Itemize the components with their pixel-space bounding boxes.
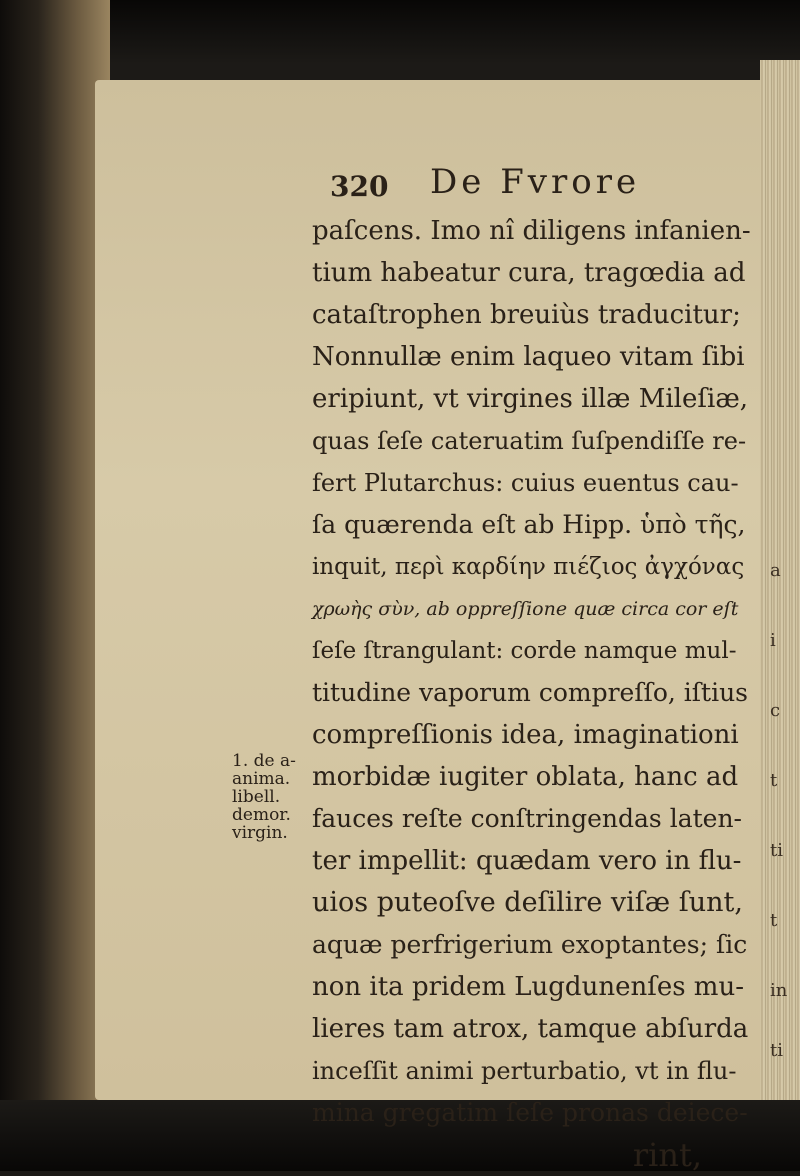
bleed-letter: i: [770, 630, 776, 651]
text-line: compreſſionis idea, imaginationi: [312, 720, 739, 750]
text-line: inceſſit animi perturbatio, vt in flu-: [312, 1057, 737, 1085]
text-line: morbidæ iugiter oblata, hanc ad: [312, 762, 739, 792]
text-line: aquæ perfrigerium exoptantes; ſic: [312, 930, 748, 959]
page-number: 320: [330, 170, 389, 203]
margin-note-line: virgin.: [232, 823, 288, 843]
text-line: quas ſeſe cateruatim ſuſpendiſſe re-: [312, 427, 747, 455]
margin-note-line: anima.: [232, 769, 291, 789]
text-line: χρωὴς σὺν, ab oppreſſione quæ circa cor eſt: [312, 598, 739, 620]
bleed-letter: ti: [770, 1040, 783, 1061]
running-head: De Fvrore: [430, 162, 641, 202]
page-stack-edge: [760, 60, 800, 1120]
bleed-letter: t: [770, 910, 778, 931]
text-line: tium habeatur cura, tragœdia ad: [312, 258, 746, 288]
text-line: uios puteoſve deſilire viſæ ſunt,: [312, 887, 743, 918]
text-line: cataſtrophen breuiùs traducitur;: [312, 300, 741, 330]
text-line: titudine vaporum compreſſo, iſtius: [312, 678, 748, 707]
body-text: [312, 210, 752, 1176]
margin-note-line: 1. de a-: [232, 751, 296, 771]
margin-note-line: libell.: [232, 787, 281, 807]
bleed-letter: c: [770, 700, 781, 721]
margin-note-line: demor.: [232, 805, 291, 825]
text-line: fert Plutarchus: cuius euentus cau-: [312, 469, 739, 497]
text-line: rint,: [632, 1136, 702, 1174]
text-line: inquit, περὶ καρδίην πιέζιος ἀγχόνας: [312, 554, 745, 580]
margin-note: [232, 752, 312, 842]
text-line: non ita pridem Lugdunenſes mu-: [312, 972, 744, 1002]
bleed-letter: ti: [770, 840, 783, 861]
page-header: [330, 162, 750, 208]
text-line: ſa quærenda eſt ab Hipp. ὑπὸ τῆς,: [312, 510, 746, 539]
top-shadow: [0, 0, 800, 80]
bleed-letter: t: [770, 770, 778, 791]
text-line: mina gregatim ſeſe pronas deiece-: [312, 1098, 748, 1127]
text-line: paſcens. Imo nî diligens infanien-: [312, 216, 751, 246]
bleed-letter: a: [770, 560, 781, 581]
bleed-letter: in: [770, 980, 788, 1001]
text-line: fauces reſte conſtringendas laten-: [312, 804, 742, 833]
text-line: lieres tam atrox, tamque abſurda: [312, 1014, 749, 1044]
text-line: Nonnullæ enim laqueo vitam ſibi: [312, 342, 745, 372]
text-line: ſeſe ſtrangulant: corde namque mul-: [312, 638, 737, 664]
text-line: eripiunt, vt virgines illæ Mileſiæ,: [312, 384, 749, 414]
text-line: ter impellit: quædam vero in flu-: [312, 846, 742, 876]
book-gutter: [0, 0, 110, 1171]
